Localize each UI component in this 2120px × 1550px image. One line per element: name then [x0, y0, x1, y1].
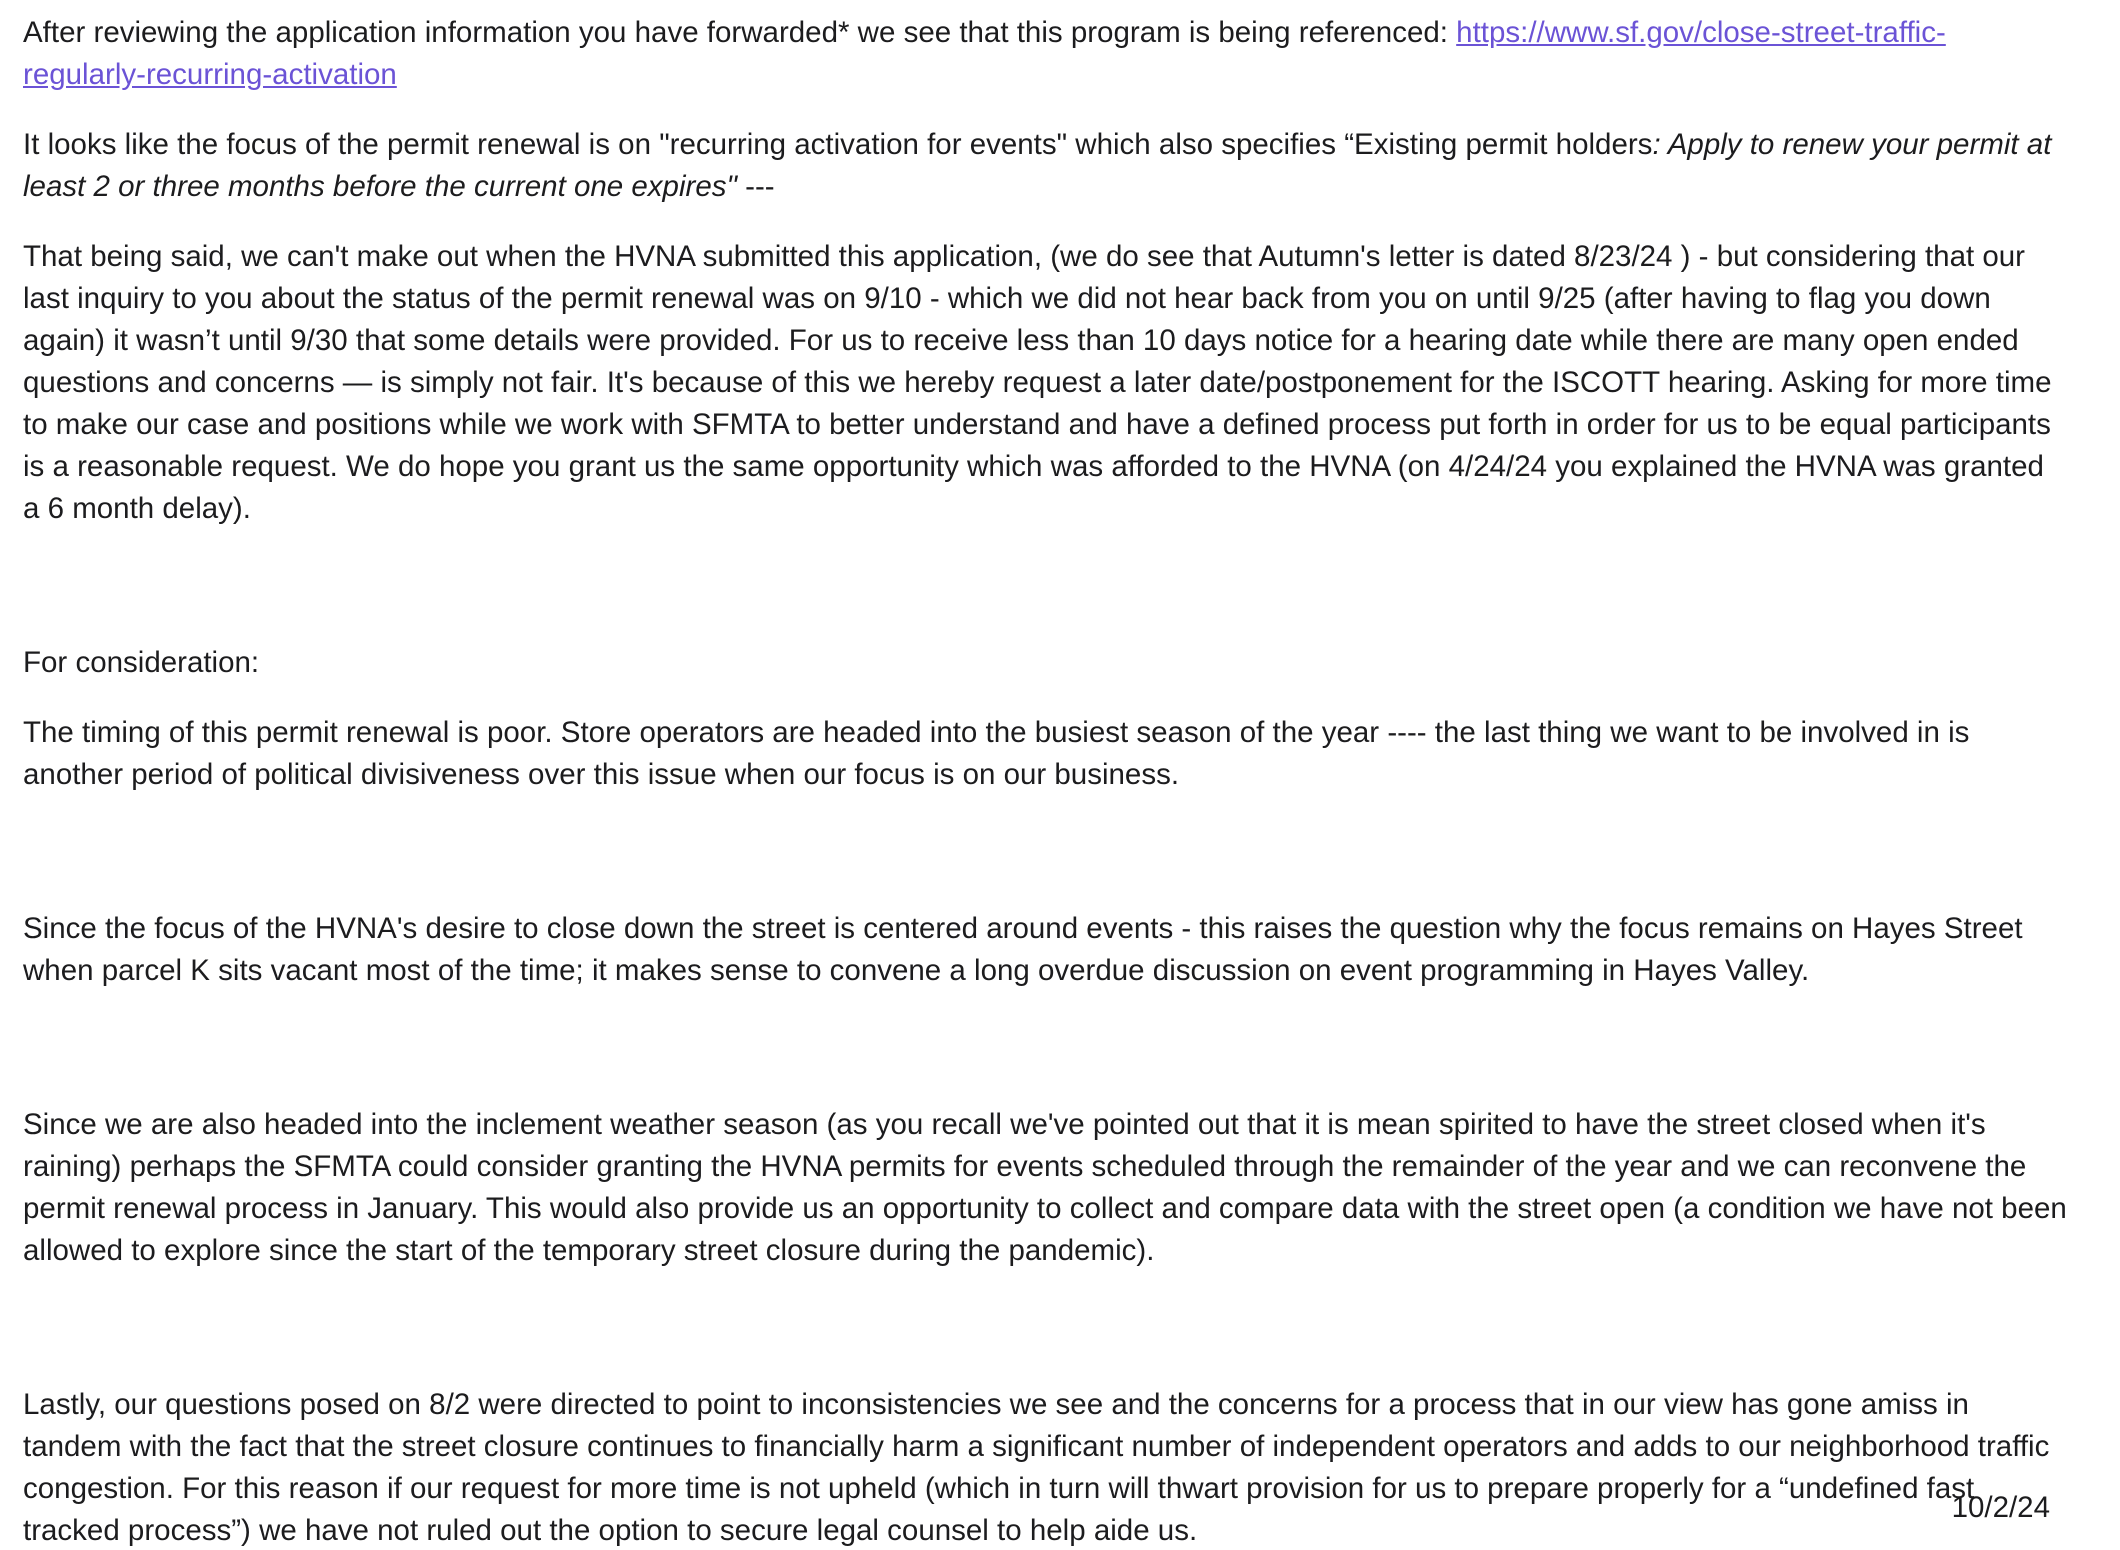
paragraph-postponement-request: That being said, we can't make out when the HVNA submitted this application, (we do see that Autumn's letter is dated 8/23/24 ) - but considering that our last inquiry to you about the status of the permit renewal was on 9/10 - which we did not hear back from you on until 9/25 (after having to flag you down again) it wasn’t until 9/30 that some details were provided. For us to receive less than 10 days notice for a hearing date while there are many open ended questions and concerns — is simply not fair. It's because of this we hereby request a later date/postponement for the ISCOTT hearing. Asking for more time to make our case and positions while we work with SFMTA to better understand and have a defined process put forth in order for us to be equal participants is a reasonable request. We do hope you grant us the same opportunity which was afforded to the HVNA (on 4/24/24 you explained the HVNA was granted a 6 month delay).: [23, 240, 2052, 525]
paragraph-text: It looks like the focus of the permit renewal is on "recurring activation for events" which also specifies: [23, 128, 1345, 161]
paragraph-weather-season: Since we are also headed into the inclement weather season (as you recall we've pointed out that it is mean spirited to have the street closed when it's raining) perhaps the SFMTA could consider granting the HVNA permits for events scheduled through the remainder of the year and we can reconvene the permit renewal process in January. This would also provide us an opportunity to collect and compare data with the street open (a condition we have not been allowed to explore since the start of the temporary street closure during the pandemic).: [23, 1108, 2067, 1267]
paragraph-tail: ---: [736, 170, 775, 203]
paragraph-application-reference: [23, 12, 2068, 96]
quote-italic: : Apply to renew your permit at least 2 or three months before the current one expires": [23, 128, 2052, 203]
letter-date: 10/2/24: [1951, 1491, 2050, 1524]
paragraph-timing: The timing of this permit renewal is poor. Store operators are headed into the busiest season of the year ---- the last thing we want to be involved in is another period of political divisiveness over this issue when our focus is on our business.: [23, 716, 1970, 791]
paragraph-text: After reviewing the application information you have forwarded* we see that this program is being referenced:: [23, 16, 1457, 49]
quote-start: “Existing permit holders: [1344, 128, 1653, 161]
program-link[interactable]: https://www.sf.gov/close-street-traffic-regularly-recurring-activation: [23, 16, 1946, 91]
letter-body: [23, 12, 2068, 1550]
paragraph-for-consideration: For consideration:: [23, 646, 260, 679]
paragraph-lastly: Lastly, our questions posed on 8/2 were directed to point to inconsistencies we see and the concerns for a process that in our view has gone amiss in tandem with the fact that the street closure continues to financially harm a significant number of independent operators and adds to our neighborhood traffic congestion. For this reason if our request for more time is not upheld (which in turn will thwart provision for us to prepare properly for a “undefined fast tracked process”) we have not ruled out the option to secure legal counsel to help aide us.: [23, 1388, 2050, 1547]
paragraph-events-focus: Since the focus of the HVNA's desire to close down the street is centered around events - this raises the question why the focus remains on Hayes Street when parcel K sits vacant most of the time; it makes sense to convene a long overdue discussion on event programming in Hayes Valley.: [23, 912, 2023, 987]
paragraph-permit-focus: [23, 124, 2068, 208]
